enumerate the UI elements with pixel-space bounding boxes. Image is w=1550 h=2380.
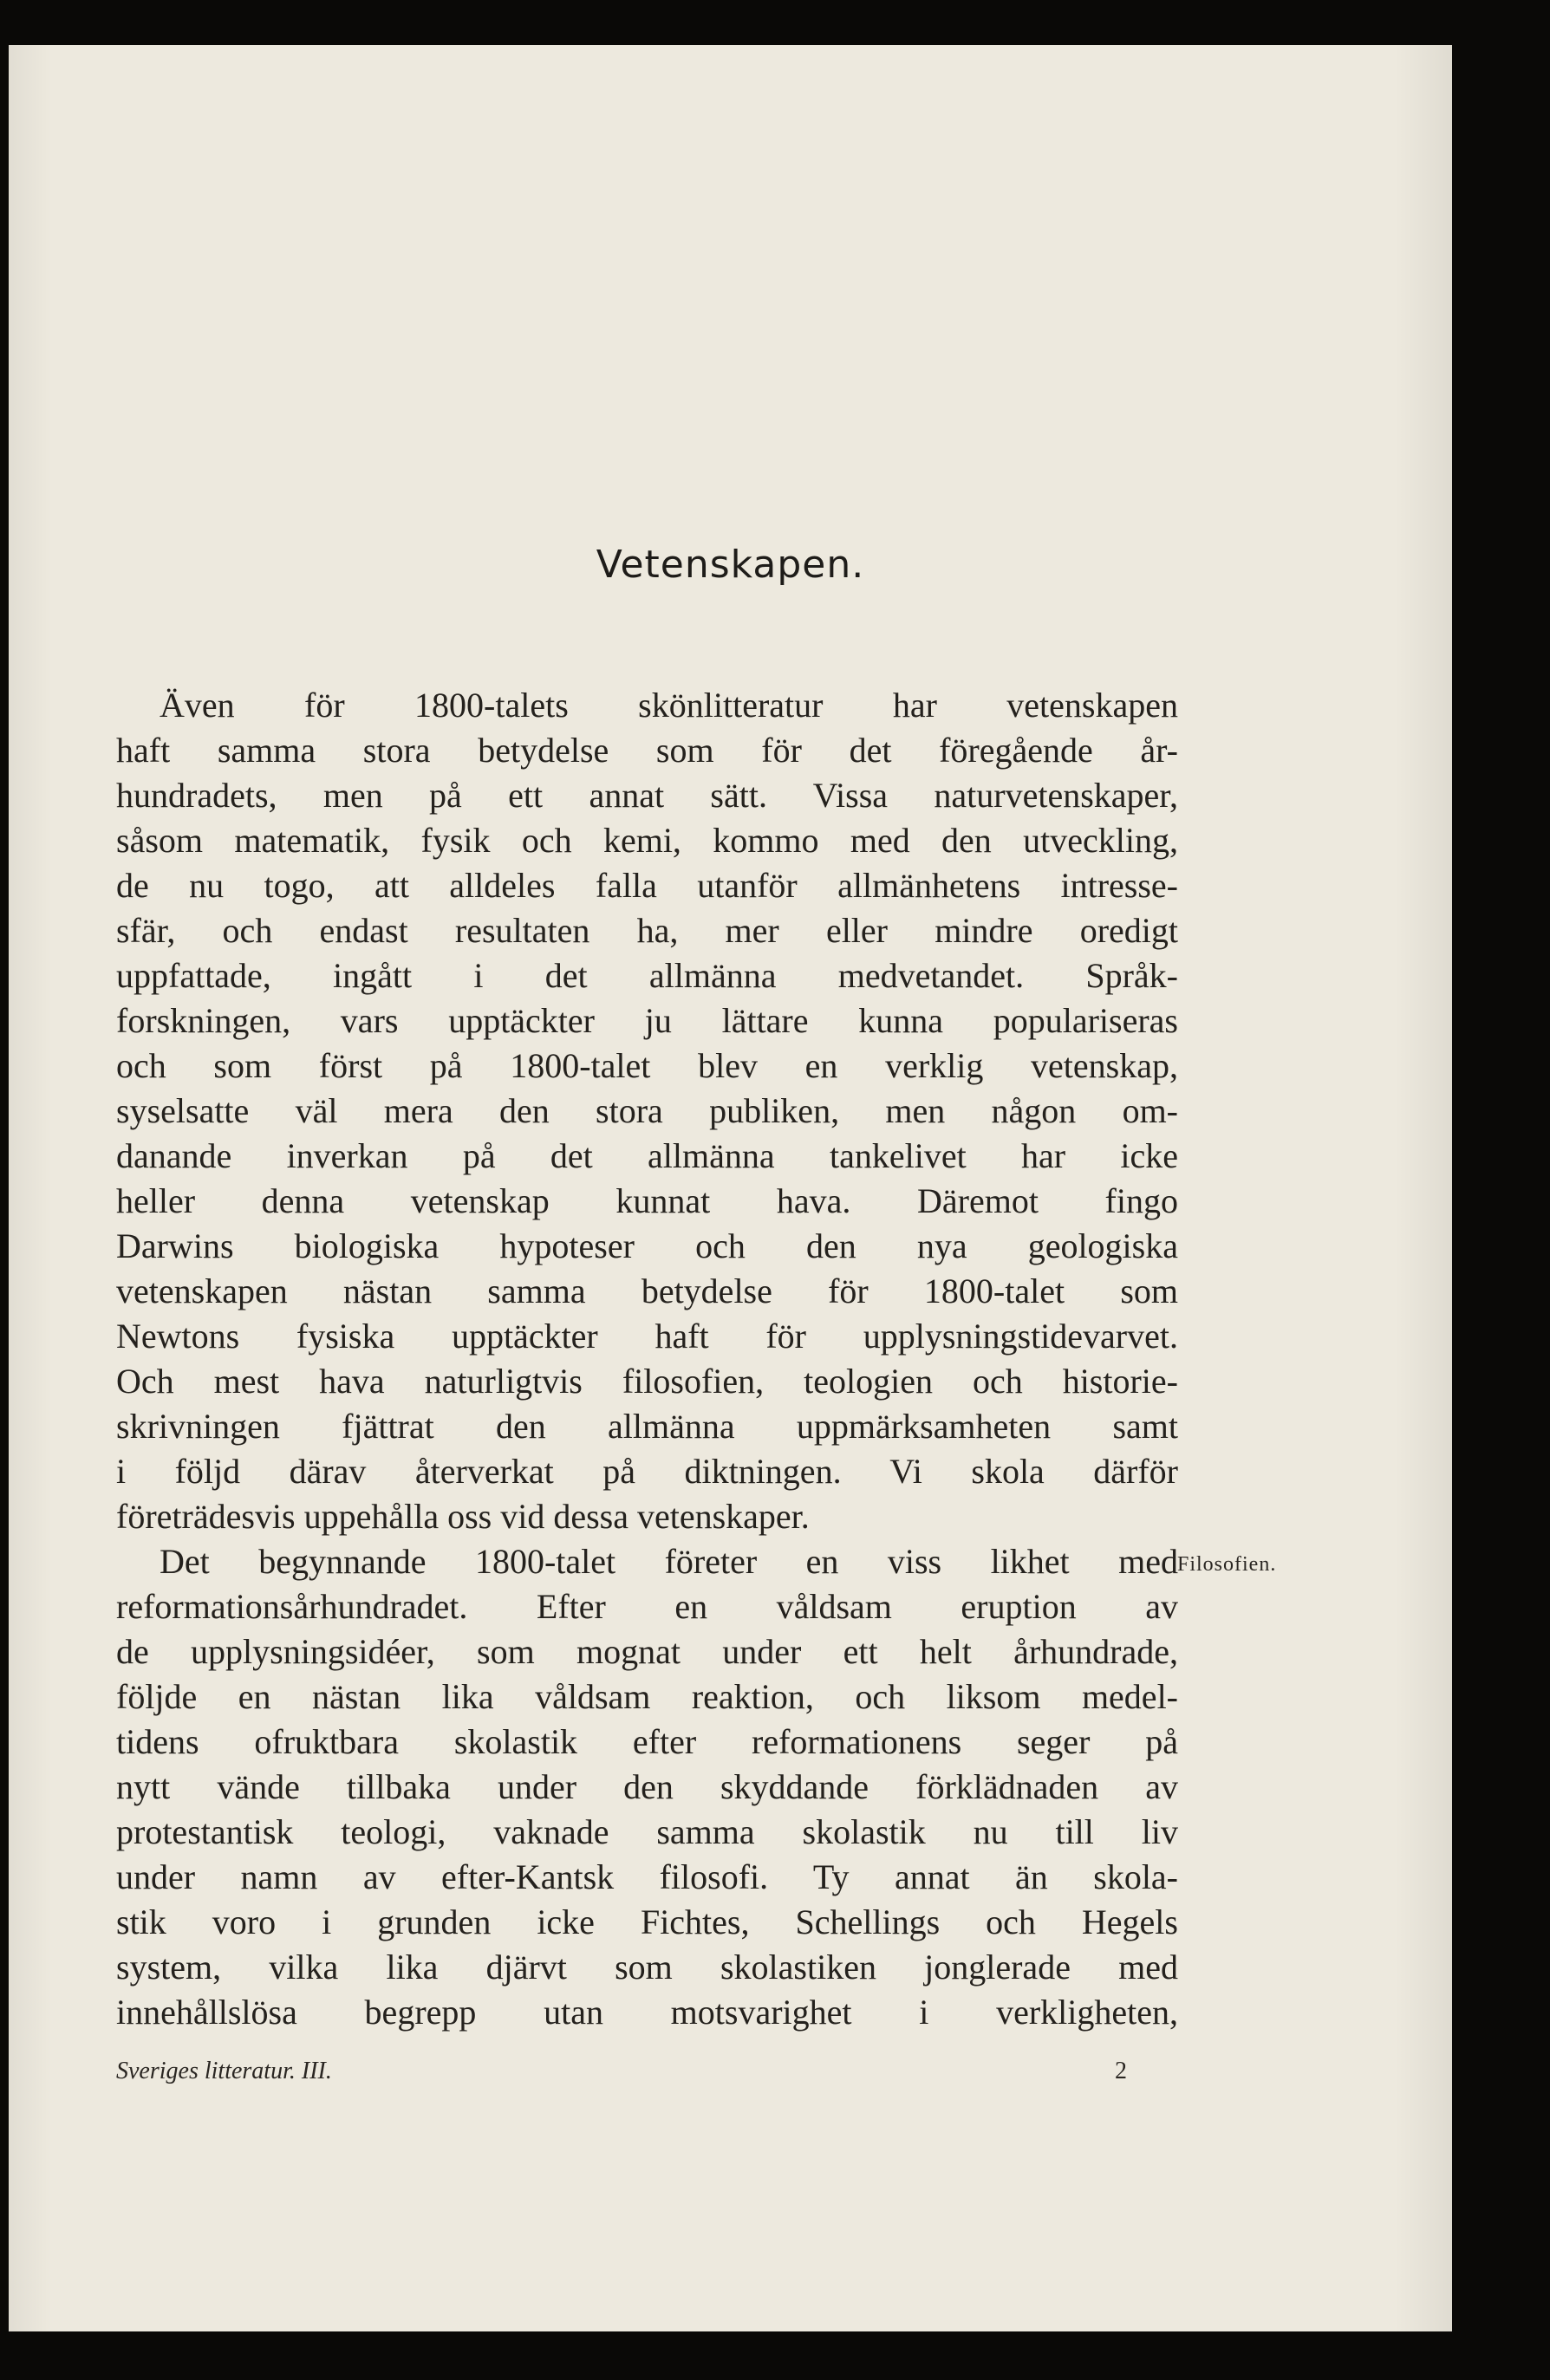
text-line: hundradets, men på ett annat sätt. Vissa naturvetenskaper, xyxy=(116,776,1178,815)
text-line: såsom matematik, fysik och kemi, kommo med den utveckling, xyxy=(116,821,1178,860)
text-line: syselsatte väl mera den stora publiken, men någon om- xyxy=(116,1091,1178,1130)
text-line: Newtons fysiska upptäckter haft för upplysningstidevarvet. xyxy=(116,1317,1178,1356)
text-line: under namn av efter-Kantsk filosofi. Ty annat än skola- xyxy=(116,1857,1178,1896)
text-line: skrivningen fjättrat den allmänna uppmärksamheten samt xyxy=(116,1407,1178,1446)
text-line: de nu togo, att alldeles falla utanför allmänhetens intresse- xyxy=(116,866,1178,905)
book-page xyxy=(9,45,1452,2331)
text-line: i följd därav återverkat på diktningen. Vi skola därför xyxy=(116,1452,1178,1491)
text-line: system, vilka lika djärvt som skolastiken jonglerade med xyxy=(116,1948,1178,1987)
text-line: danande inverkan på det allmänna tankelivet har icke xyxy=(116,1136,1178,1175)
page-number: 2 xyxy=(1115,2058,1127,2084)
chapter-heading: Vetenskapen. xyxy=(596,543,865,587)
text-line: vetenskapen nästan samma betydelse för 1800-talet som xyxy=(116,1271,1178,1310)
text-line: heller denna vetenskap kunnat hava. Däremot fingo xyxy=(116,1181,1178,1220)
text-line: protestantisk teologi, vaknade samma skolastik nu till liv xyxy=(116,1812,1178,1851)
text-line: de upplysningsidéer, som mognat under ett helt århundrade, xyxy=(116,1632,1178,1671)
text-line: nytt vände tillbaka under den skyddande förklädnaden av xyxy=(116,1767,1178,1806)
text-line: forskningen, vars upptäckter ju lättare kunna populariseras xyxy=(116,1001,1178,1040)
text-line: innehållslösa begrepp utan motsvarighet i verkligheten, xyxy=(116,1993,1178,2032)
text-line: företrädesvis uppehålla oss vid dessa vetenskaper. xyxy=(116,1497,810,1536)
text-line: Och mest hava naturligtvis filosofien, teologien och historie- xyxy=(116,1362,1178,1401)
margin-note: Filosofien. xyxy=(1177,1553,1277,1576)
text-line: tidens ofruktbara skolastik efter reformationens seger på xyxy=(116,1722,1178,1761)
text-line: Även för 1800-talets skönlitteratur har vetenskapen xyxy=(160,686,1178,725)
text-line: Det begynnande 1800-talet företer en viss likhet med xyxy=(160,1542,1178,1581)
text-line: Darwins biologiska hypoteser och den nya geologiska xyxy=(116,1226,1178,1265)
text-line: uppfattade, ingått i det allmänna medvetandet. Språk- xyxy=(116,956,1178,995)
text-line: följde en nästan lika våldsam reaktion, och liksom medel- xyxy=(116,1677,1178,1716)
text-line: reformationsårhundradet. Efter en våldsam eruption av xyxy=(116,1587,1178,1626)
text-line: sfär, och endast resultaten ha, mer eller mindre oredigt xyxy=(116,911,1178,950)
text-line: stik voro i grunden icke Fichtes, Schellings och Hegels xyxy=(116,1902,1178,1941)
text-line: haft samma stora betydelse som för det föregående år- xyxy=(116,731,1178,770)
printer-signature: Sveriges litteratur. III. xyxy=(116,2058,332,2084)
text-line: och som först på 1800-talet blev en verklig vetenskap, xyxy=(116,1046,1178,1085)
